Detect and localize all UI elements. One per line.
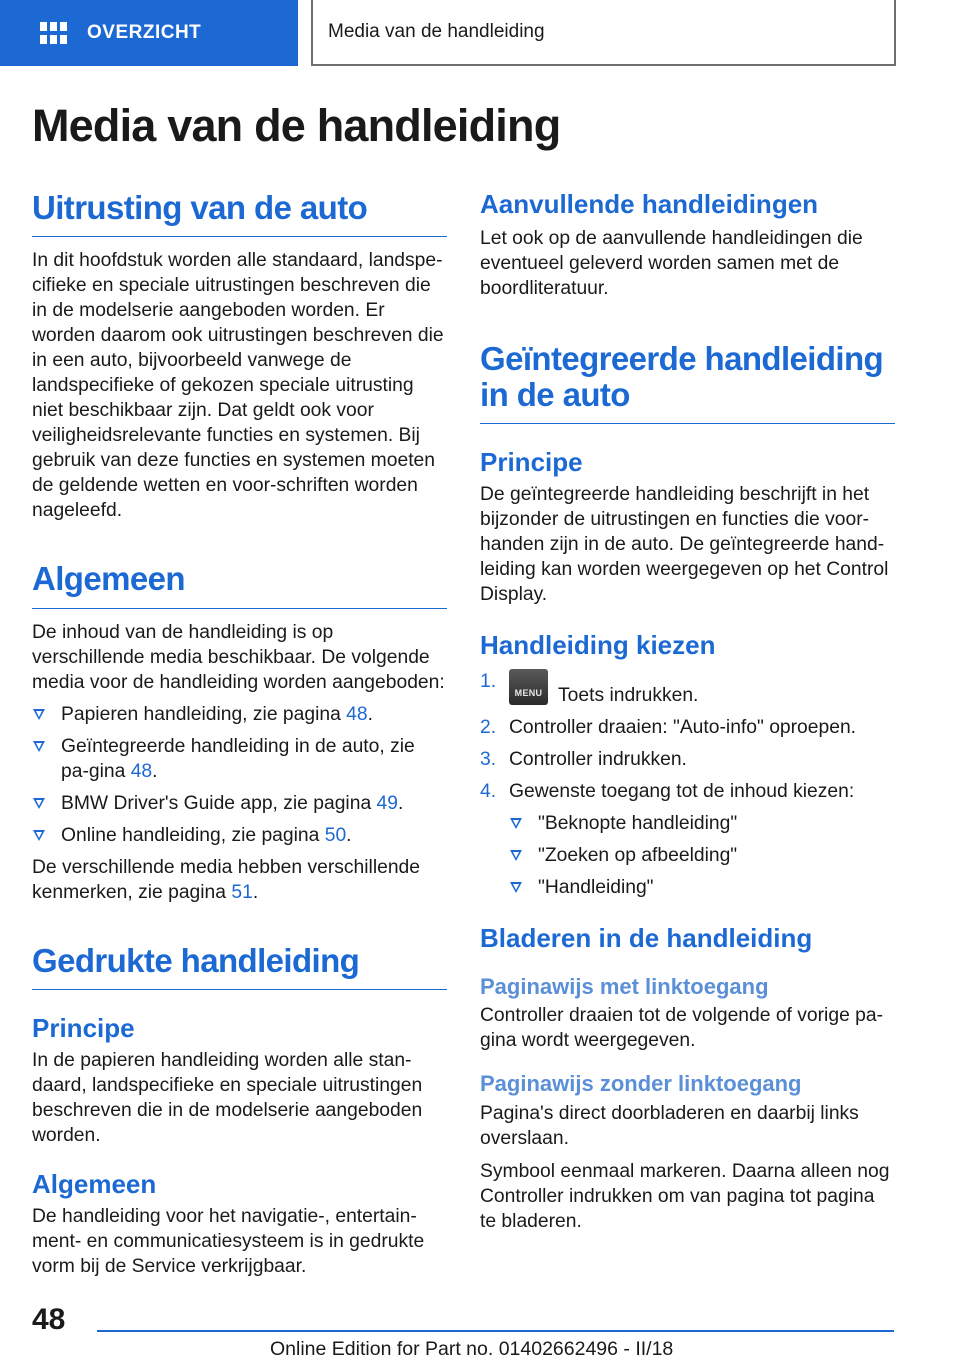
section-title-algemeen: Algemeen <box>32 561 447 608</box>
step-number: 1. <box>480 671 497 693</box>
subsubsection-body-met-link: Controller draaien tot de volgende of vorige pa-gina wordt weergegeven. <box>480 1005 884 1052</box>
subsection-body-principe: In de papieren handleiding worden alle stan-daard, landspecifieke en speciale uitrustingen beschreven die in de modelserie aangeboden worden. <box>32 1049 423 1146</box>
section-body-aanvullende: Let ook op de aanvullende handleidingen die eventueel geleverd worden samen met de boordliteratuur. <box>480 227 863 299</box>
page-link[interactable]: 51 <box>231 881 253 903</box>
list-item: "Zoeken op afbeelding" <box>509 843 895 868</box>
subsection-title-algemeen: Algemeen <box>32 1168 157 1199</box>
menu-key-icon: MENU <box>509 669 548 705</box>
overview-button[interactable] <box>0 0 298 66</box>
list-item: Online handleiding, zie pagina 50. <box>32 823 447 848</box>
step-item: 1. MENU Toets indrukken. <box>480 671 699 707</box>
left-column <box>32 190 447 1279</box>
grid-icon <box>40 22 67 44</box>
triangle-bullet-icon <box>33 830 45 841</box>
page-link[interactable]: 48 <box>346 703 368 725</box>
steps-list <box>480 669 895 900</box>
footer-divider <box>97 1330 894 1332</box>
triangle-bullet-icon <box>510 818 522 829</box>
triangle-bullet-icon <box>33 741 45 752</box>
triangle-bullet-icon <box>510 850 522 861</box>
page-link[interactable]: 48 <box>130 760 153 782</box>
breadcrumb[interactable]: Media van de handleiding <box>311 0 896 66</box>
overview-label: OVERZICHT <box>87 22 202 43</box>
subsubsection-title-zonder-link: Paginawijs zonder linktoegang <box>480 1071 802 1097</box>
page-link[interactable]: 50 <box>324 824 347 846</box>
section-title-gedrukte: Gedrukte handleiding <box>32 943 447 990</box>
list-item: Geïntegreerde handleiding in de auto, zie pa-gina 48. <box>32 734 447 784</box>
step-number: 3. <box>480 749 497 771</box>
step-number: 2. <box>480 717 497 739</box>
list-item: "Handleiding" <box>509 875 895 900</box>
step-item: 2. Controller draaien: "Auto-info" oproepen. <box>480 717 857 739</box>
subsubsection-body-zonder-link-1: Pagina's direct doorbladeren en daarbij links overslaan. <box>480 1102 859 1149</box>
subsection-title-bladeren: Bladeren in de handleiding <box>480 923 813 954</box>
step-number: 4. <box>480 781 497 803</box>
subsection-title-kiezen: Handleiding kiezen <box>480 630 716 661</box>
list-item: Papieren handleiding, zie pagina 48. <box>32 702 447 727</box>
media-note: De verschillende media hebben verschillende kenmerken, zie pagina 51. <box>32 856 420 903</box>
step-item: 3. Controller indrukken. <box>480 749 687 771</box>
section-body-uitrusting: In dit hoofdstuk worden alle standaard, landspe-cifieke en speciale uitrustingen beschreven die in de modelserie aangeboden worden. Er worden daarom ook uitrustingen beschreven die in een auto, bijvoorbeeld vanwege de landspecifieke of gekozen speciale uitrusting niet beschikbaar zijn. Dat geldt ook voor veiligheidsrelevante functies en systemen. Bij gebruik van deze functies en systemen moeten de geldende wetten en voor-schriften worden nageleefd. <box>32 250 444 522</box>
section-title-geintegreerde: Geïntegreerde handleiding in de auto <box>480 341 895 425</box>
subsection-body-principe: De geïntegreerde handleiding beschrijft in het bijzonder de uitrustingen en functies die voor-handen zijn in de auto. De geïntegreerde hand-leiding kan worden weergegeven op het Control Display. <box>480 484 889 606</box>
subsubsection-title-met-link: Paginawijs met linktoegang <box>480 974 769 1000</box>
right-column <box>480 190 895 1234</box>
subsection-title-principe: Principe <box>32 1012 135 1043</box>
access-options-list <box>509 811 895 900</box>
edition-note: Online Edition for Part no. 01402662496 - II/18 <box>270 1338 674 1360</box>
page-number: 48 <box>32 1303 66 1336</box>
media-list <box>32 702 447 848</box>
subsection-title-principe: Principe <box>480 447 583 478</box>
step-item: 4. Gewenste toegang tot de inhoud kiezen: "Beknopte handleiding" "Zoeken op afbeelding" "Handleiding" <box>480 779 895 900</box>
subsubsection-body-zonder-link-2: Symbool eenmaal markeren. Daarna alleen nog Controller indrukken om van pagina tot pagina te bladeren. <box>480 1160 890 1232</box>
section-body-algemeen: De inhoud van de handleiding is op verschillende media beschikbaar. De volgende media voor de handleiding worden aangeboden: <box>32 621 445 693</box>
triangle-bullet-icon <box>510 882 522 893</box>
header-bar <box>0 0 960 66</box>
triangle-bullet-icon <box>33 709 45 720</box>
section-title-uitrusting: Uitrusting van de auto <box>32 190 447 237</box>
section-title-aanvullende: Aanvullende handleidingen <box>480 189 819 219</box>
list-item: "Beknopte handleiding" <box>509 811 895 836</box>
page-title: Media van de handleiding <box>32 100 561 151</box>
subsection-body-algemeen: De handleiding voor het navigatie-, entertain-ment- en communicatiesysteem is in gedrukte vorm bij de Service verkrijgbaar. <box>32 1205 425 1277</box>
triangle-bullet-icon <box>33 798 45 809</box>
list-item: BMW Driver's Guide app, zie pagina 49. <box>32 791 447 816</box>
page-link[interactable]: 49 <box>376 792 398 814</box>
